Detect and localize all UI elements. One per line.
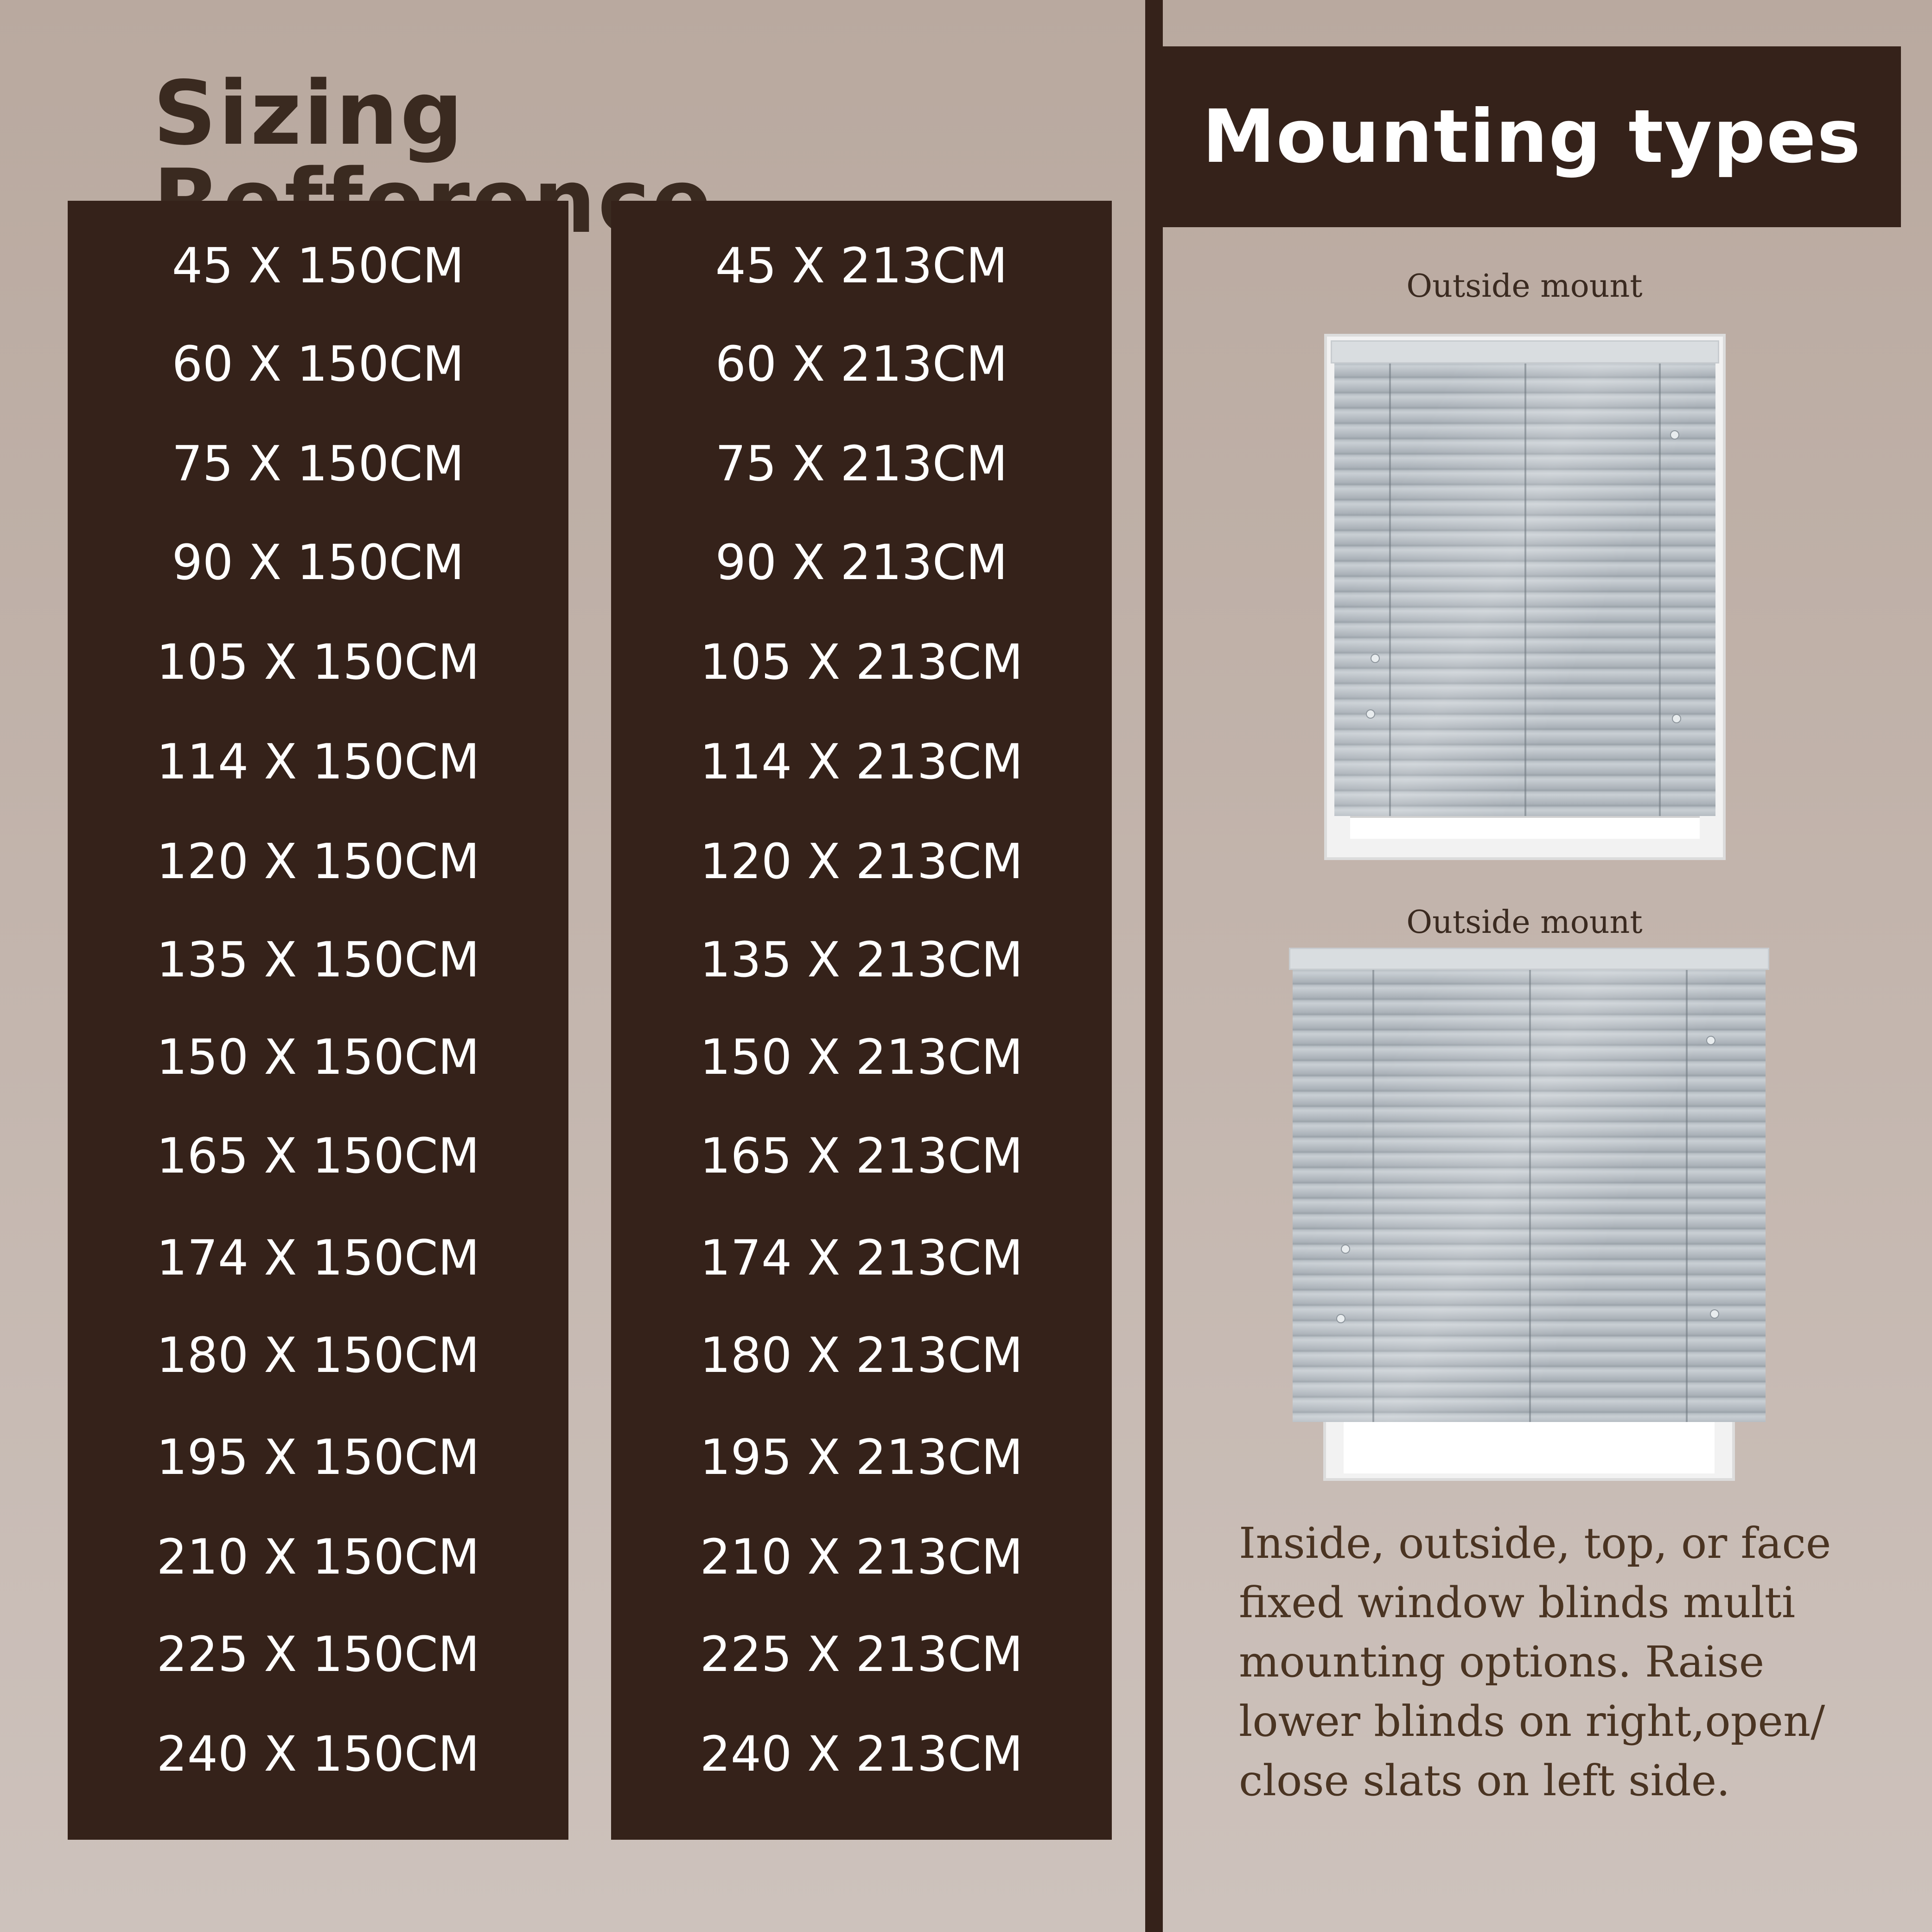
size-item: 174 X 150CM <box>156 1230 480 1286</box>
blind-image-2 <box>1289 948 1769 1481</box>
sizing-title: Sizing <box>153 62 465 165</box>
size-item: 114 X 213CM <box>700 733 1023 790</box>
size-item: 120 X 150CM <box>156 833 480 890</box>
slats <box>1334 363 1715 816</box>
tilt-knob <box>1706 1036 1715 1045</box>
tilt-knob <box>1670 430 1679 440</box>
size-item: 150 X 213CM <box>700 1029 1023 1085</box>
blind-image-1 <box>1324 334 1726 860</box>
cord-knob <box>1336 1314 1345 1323</box>
slats <box>1293 970 1766 1422</box>
size-item: 180 X 213CM <box>700 1327 1023 1384</box>
size-item: 60 X 150CM <box>172 336 465 392</box>
size-column-150 <box>68 201 568 1840</box>
window-opening <box>1350 816 1700 839</box>
size-item: 120 X 213CM <box>700 833 1023 890</box>
size-item: 90 X 150CM <box>172 534 465 591</box>
size-item: 135 X 213CM <box>700 931 1023 988</box>
headrail <box>1289 948 1769 970</box>
size-item: 225 X 213CM <box>700 1626 1023 1683</box>
size-item: 45 X 213CM <box>715 237 1008 294</box>
size-item: 240 X 150CM <box>156 1726 480 1782</box>
size-item: 195 X 150CM <box>156 1429 480 1486</box>
cord-knob <box>1710 1309 1719 1319</box>
size-item: 195 X 213CM <box>700 1429 1023 1486</box>
size-item: 180 X 150CM <box>156 1327 480 1384</box>
cord-knob <box>1672 714 1681 723</box>
vertical-divider <box>1145 0 1163 1932</box>
size-item: 105 X 213CM <box>700 634 1023 690</box>
size-item: 150 X 150CM <box>156 1029 480 1085</box>
headrail <box>1331 340 1719 363</box>
size-item: 174 X 213CM <box>700 1230 1023 1286</box>
cord-knob <box>1371 654 1380 663</box>
size-item: 60 X 213CM <box>715 336 1008 392</box>
size-item: 165 X 150CM <box>156 1128 480 1184</box>
size-item: 105 X 150CM <box>156 634 480 690</box>
caption-outside-mount-2: Outside mount <box>1406 904 1643 941</box>
cord-knob <box>1341 1244 1350 1254</box>
size-item: 114 X 150CM <box>156 733 480 790</box>
size-item: 210 X 213CM <box>700 1529 1023 1585</box>
mounting-description: Inside, outside, top, or face fixed window blinds multi mounting options. Raise lower blinds on right,open/ close slats on left side. <box>1239 1518 1831 1805</box>
cord-knob <box>1366 709 1375 719</box>
size-item: 135 X 150CM <box>156 931 480 988</box>
caption-outside-mount-1: Outside mount <box>1406 268 1643 305</box>
size-item: 90 X 213CM <box>715 534 1008 591</box>
size-item: 45 X 150CM <box>172 237 465 294</box>
mounting-header <box>1163 46 1901 227</box>
size-item: 240 X 213CM <box>700 1726 1023 1782</box>
size-item: 75 X 213CM <box>715 435 1008 492</box>
size-column-213 <box>611 201 1112 1840</box>
size-item: 225 X 150CM <box>156 1626 480 1683</box>
size-item: 75 X 150CM <box>172 435 465 492</box>
size-item: 165 X 213CM <box>700 1128 1023 1184</box>
mounting-title: Mounting types <box>1202 94 1862 179</box>
size-item: 210 X 150CM <box>156 1529 480 1585</box>
